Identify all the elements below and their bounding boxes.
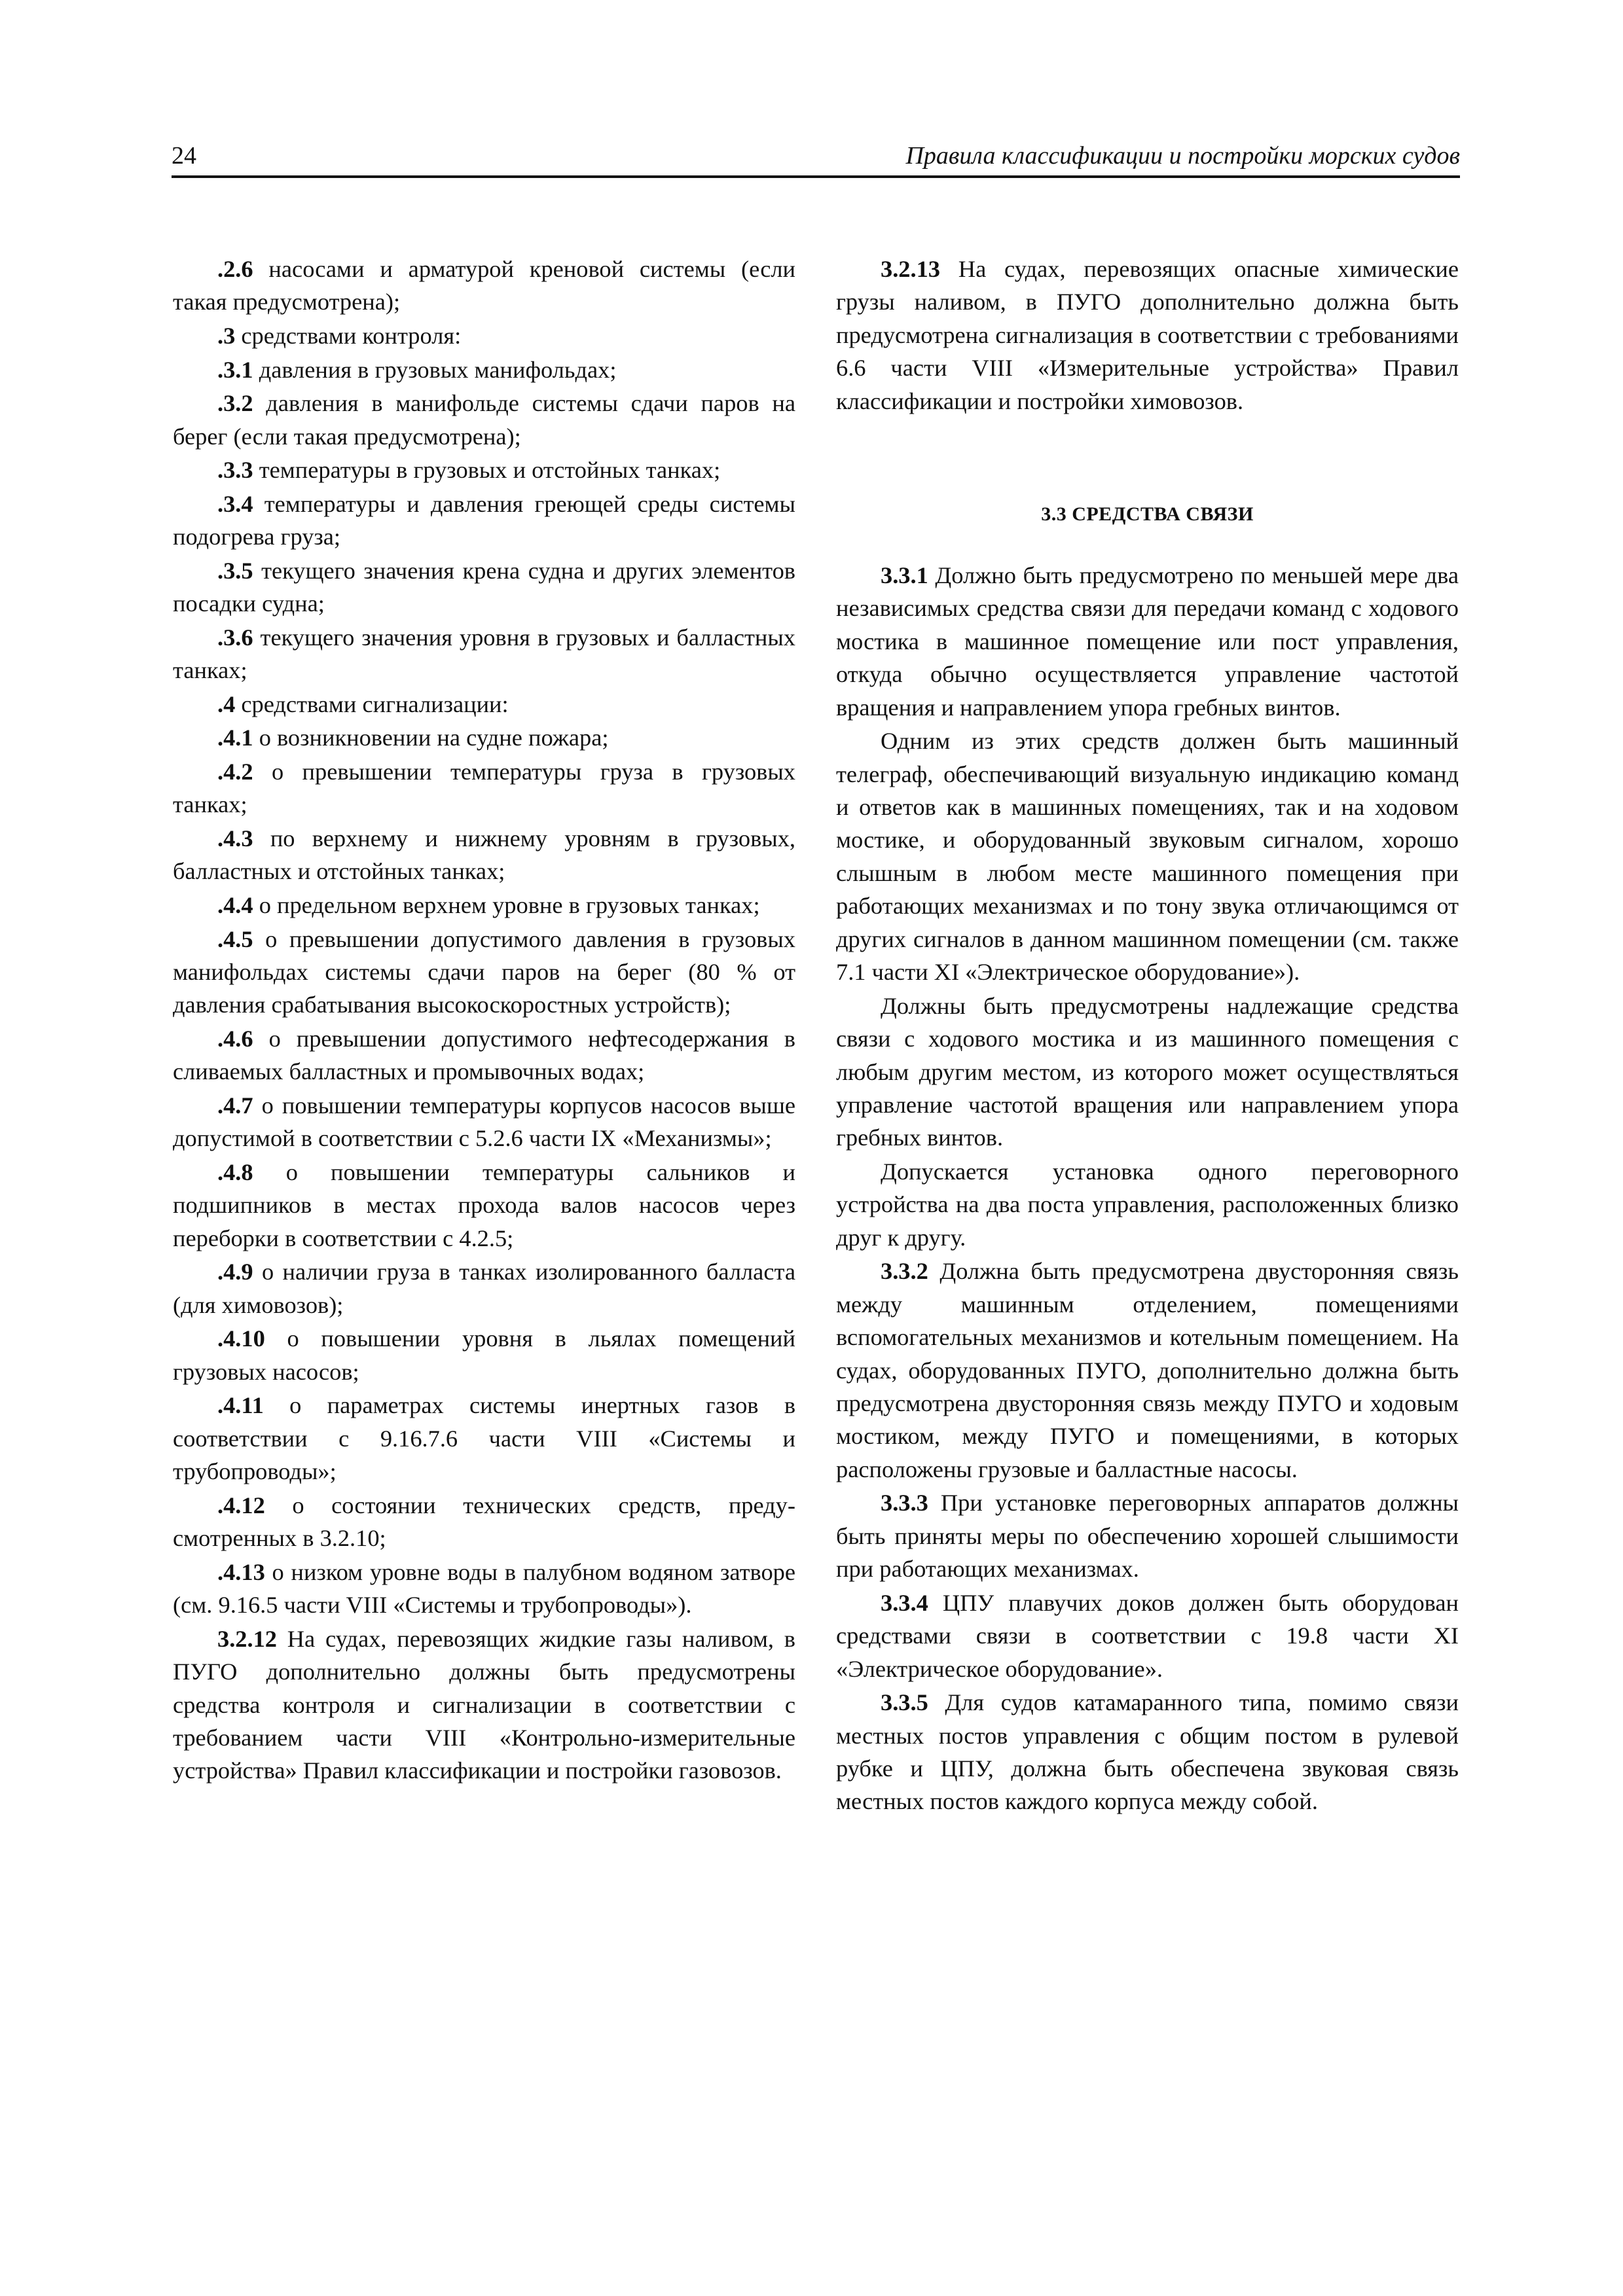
paragraph-text: о повышении температуры сальников и подшипников в местах прохода валов насосов через переборки в соответствии с 4.2.5; [173,1158,795,1251]
paragraph-number: 3.3.2 [881,1258,928,1285]
paragraph-number: .4 [217,691,236,717]
paragraph-text: о повышении уровня в льялах помещений грузовых насосов; [173,1325,795,1385]
paragraph-text: средствами сигнализации: [235,691,509,717]
paragraph-number: .3.1 [217,356,253,383]
paragraph-number: .3.6 [217,624,253,651]
paragraph-number: .4.2 [217,758,253,785]
paragraph-text: температуры в грузовых и отстойных танках; [253,457,721,484]
paragraph-text: о предельном верхнем уровне в грузовых танках; [253,891,760,918]
paragraph-text: о параметрах системы инертных газов в соответствии с 9.16.7.6 части VIII «Системы и трубопроводы»; [173,1392,795,1485]
paragraph-text: Для судов катамаранного типа, помимо связи местных постов управления с общим постом в рулевой рубке и ЦПУ, должна быть обеспечена звуковая связь местных постов каждого корпуса между собой. [836,1689,1459,1815]
paragraph-text: Допускается установка одного переговорного устройства на два поста управления, расположенных близко друг к другу. [836,1158,1459,1251]
paragraph [173,1623,795,1787]
paragraph-text: При установке переговорных аппаратов должны быть приняты меры по обеспечению хорошей слышимости при работающих механизмах. [836,1490,1459,1583]
paragraph [173,755,795,821]
paragraph-text: по верхнему и нижнему уровням в грузовых, балластных и отстойных танках; [173,825,795,885]
paragraph-number: .4.10 [217,1325,265,1352]
paragraph-text: Одним из этих средств должен быть машинный телеграф, обеспечивающий визуальную индикацию команд и ответов как в машинных помещениях, так и на ходовом мостике, и оборудованный звуковым сигналом, хорошо слышным в любом месте машинного помещения при работающих механизмах и по тону звука отличающимся от других сигналов в данном машинном помещении (см. также 7.1 части XI «Электрическое оборудование»). [836,728,1459,986]
paragraph-text: текущего значения крена судна и других элементов посадки судна; [173,557,795,617]
paragraph-number: 3.2.12 [217,1625,277,1652]
paragraph [173,621,795,687]
paragraph [836,990,1459,1155]
paragraph [173,721,795,754]
paragraph [173,253,795,319]
paragraph-text: о состоянии технических средств, предусмотренных в 3.2.10; [173,1492,795,1552]
paragraph-text: давления в манифольде системы сдачи паров на берег (если такая предусмотрена); [173,390,795,450]
paragraph-text: ЦПУ плавучих доков должен быть оборудован средствами связи в соответствии с 19.8 части XI «Электрическое оборудование». [836,1589,1459,1682]
paragraph [173,822,795,888]
paragraph-text: о наличии груза в танках изолированного балласта (для химовозов); [173,1259,795,1318]
paragraph-text: Должно быть предусмотрено по меньшей мере два независимых средства связи для передачи команд с ходового мостика в машинное помещение или пост управления, откуда обычно осуществляется управление частотой вращения и направлением упора гребных винтов. [836,562,1459,721]
running-title: Правила классификации и постройки морских судов [905,142,1460,170]
paragraph-text: Должны быть предусмотрены надлежащие средства связи с ходового мостика и из машинного помещения с любым другим местом, из которого может осуществляться управление частотой вращения или направлением упора гребных винтов. [836,992,1459,1151]
paragraph-text: На судах, перевозящих опасные химические грузы наливом, в ПУГО дополнительно должна быть предусмотрена сигнализация в соответствии с требованиями 6.6 части VIII «Измерительные устройства» Правил классификации и постройки химовозов. [836,256,1459,414]
right-column [836,253,1459,1819]
paragraph-number: .4.4 [217,891,253,918]
paragraph [173,1156,795,1255]
paragraph-text: о возникновении на судне пожара; [253,725,609,751]
paragraph [173,1022,795,1088]
paragraph-number: .4.1 [217,725,253,751]
paragraph-number: .4.11 [217,1392,264,1419]
paragraph [173,353,795,386]
paragraph-text: о превышении допустимого давления в грузовых манифольдах системы сдачи паров на берег (80 % от давления срабатывания высокоскоростных устройств); [173,925,795,1018]
paragraph-text: о повышении температуры корпусов насосов выше допустимой в соответствии с 5.2.6 части IX «Механизмы»; [173,1092,795,1152]
paragraph [836,1155,1459,1254]
paragraph-number: .4.6 [217,1025,253,1052]
paragraph-text: средствами контроля: [235,323,462,349]
paragraph-number: .4.8 [217,1158,253,1185]
paragraph [836,1255,1459,1486]
paragraph-number: .4.5 [217,925,253,952]
paragraph-number: 3.3.3 [881,1490,928,1516]
paragraph-number: .4.9 [217,1259,253,1285]
paragraph-number: .4.13 [217,1558,265,1585]
paragraph [173,387,795,453]
paragraph-text: о низком уровне воды в палубном водяном затворе (см. 9.16.5 части VIII «Системы и трубопроводы»). [173,1558,795,1619]
paragraph [173,1255,795,1321]
paragraph-number: .3.4 [217,490,253,517]
paragraph-text: На судах, перевозящих жидкие газы наливом, в ПУГО дополнительно должны быть предусмотрены средства контроля и сигнализации в соответствии с требованием части VIII «Контрольно-измерительные устройства» Правил классификации и постройки газовозов. [173,1625,795,1784]
section-heading: 3.3 СРЕДСТВА СВЯЗИ [1041,503,1254,526]
paragraph [173,923,795,1022]
paragraph [836,559,1459,724]
paragraph-number: .4.12 [217,1492,265,1518]
page-number: 24 [172,142,196,170]
paragraph [836,1587,1459,1685]
paragraph [836,1686,1459,1818]
paragraph [173,488,795,554]
right-column-body [836,559,1459,1818]
paragraph-number: 3.3.1 [881,562,928,589]
paragraph [173,889,795,922]
paragraph-number: .3.2 [217,390,253,417]
paragraph-number: .3.3 [217,457,253,484]
paragraph-number: .4.7 [217,1092,253,1119]
paragraph-number: 3.3.5 [881,1689,928,1716]
paragraph-number: .3 [217,323,236,349]
paragraph-number: .4.3 [217,825,253,852]
paragraph [173,1556,795,1622]
page-header [172,140,1460,178]
paragraph [836,253,1459,418]
paragraph [173,1089,795,1155]
paragraph-number: 3.2.13 [881,256,940,282]
left-column [173,253,795,1788]
paragraph-text: о превышении температуры груза в грузовых танках; [173,758,795,818]
paragraph-text: насосами и арматурой креновой системы (если такая предусмотрена); [173,256,795,315]
paragraph-text: текущего значения уровня в грузовых и балластных танках; [173,624,795,684]
right-column-top [836,253,1459,418]
paragraph [173,454,795,486]
paragraph [836,1486,1459,1585]
paragraph [836,725,1459,988]
paragraph [173,319,795,352]
paragraph [173,1322,795,1388]
paragraph [173,688,795,721]
paragraph-text: температуры и давления греющей среды системы подогрева груза; [173,490,795,550]
paragraph-number: .2.6 [217,256,253,282]
paragraph-text: давления в грузовых манифольдах; [253,356,617,383]
paragraph-number: 3.3.4 [881,1589,928,1616]
paragraph [173,1489,795,1555]
paragraph-number: .3.5 [217,557,253,584]
header-divider [172,175,1460,178]
paragraph [173,554,795,620]
paragraph [173,1389,795,1488]
paragraph-text: о превышении допустимого нефтесодержания в сливаемых балластных и промывочных водах; [173,1025,795,1085]
paragraph-text: Должна быть предусмотрена двусторонняя связь между машинным отделением, помещениями вспомогательных механизмов и котельным помещением. На судах, оборудованных ПУГО, дополнительно должна быть предусмотрена двусторонняя связь между ПУГО и ходовым мостиком, между ПУГО и помещениями, в которых расположены грузовые и балластные насосы. [836,1258,1459,1482]
